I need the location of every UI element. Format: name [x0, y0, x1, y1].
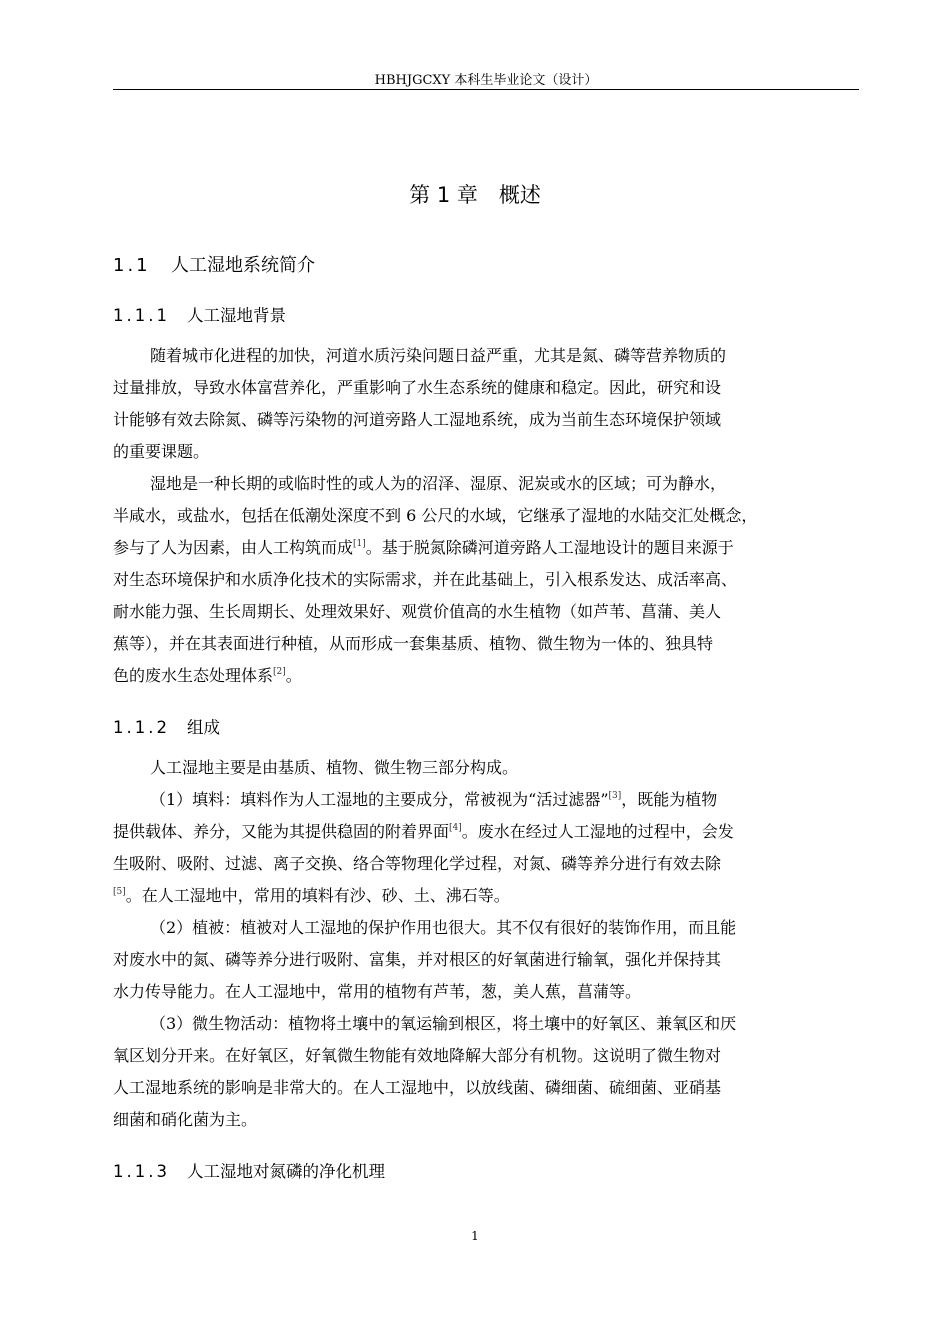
section-heading-1-1 — [113, 253, 315, 279]
paragraph-composition — [113, 752, 859, 784]
paragraph-wetland-definition — [113, 468, 859, 692]
text-line: 对废水中的氮、磷等养分进行吸附、富集，并对根区的好氧菌进行输氧，强化并保持其 — [113, 950, 722, 969]
section-number: 1.1 — [113, 255, 151, 276]
subsection-heading-1-1-1 — [113, 304, 286, 328]
subsection-title: 人工湿地背景 — [187, 306, 286, 325]
subsection-number: 1.1.3 — [113, 1162, 170, 1181]
text-line: 的重要课题。 — [113, 442, 210, 461]
text-line: 随着城市化进程的加快，河道水质污染问题日益严重，尤其是氮、磷等营养物质的 — [150, 346, 727, 365]
subsection-heading-1-1-2 — [113, 716, 220, 740]
text-span: 。在人工湿地中，常用的填料有沙、砂、土、沸石等。 — [125, 886, 510, 905]
text-span: 参与了人为因素，由人工构筑而成 — [113, 538, 354, 557]
text-line — [113, 660, 859, 692]
text-span: ，既能为植物 — [621, 790, 718, 809]
text-line: 半咸水，或盐水，包括在低潮处深度不到 6 公尺的水域，它继承了湿地的水陆交汇处概念， — [113, 506, 758, 525]
text-line: 耐水能力强、生长周期长、处理效果好、观赏价值高的水生植物（如芦苇、菖蒲、美人 — [113, 602, 722, 621]
paragraph-microorganisms — [113, 1008, 859, 1136]
paragraph-substrate — [113, 784, 859, 912]
text-span: 。废水在经过人工湿地的过程中，会发 — [461, 822, 734, 841]
paragraph-background — [113, 340, 859, 468]
text-span: 色的废水生态处理体系 — [113, 666, 274, 685]
subsection-number: 1.1.2 — [113, 718, 170, 737]
text-line: 人工湿地主要是由基质、植物、微生物三部分构成。 — [150, 758, 519, 777]
citation-ref-1: [1] — [353, 539, 366, 549]
text-line: 蕉等），并在其表面进行种植，从而形成一套集基质、植物、微生物为一体的、独具特 — [113, 634, 714, 653]
text-line: 氧区划分开来。在好氧区，好氧微生物能有效地降解大部分有机物。这说明了微生物对 — [113, 1046, 722, 1065]
text-span: 提供载体、养分，又能为其提供稳固的附着界面 — [113, 822, 450, 841]
subsection-title: 组成 — [187, 718, 220, 737]
page-number: 1 — [471, 1229, 479, 1243]
subsection-title: 人工湿地对氮磷的净化机理 — [187, 1162, 385, 1181]
section-title: 人工湿地系统简介 — [171, 255, 315, 276]
chapter-title: 第 1 章 概述 — [409, 183, 541, 207]
text-line: （2）植被：植被对人工湿地的保护作用也很大。其不仅有很好的装饰作用，而且能 — [150, 918, 737, 937]
text-line: 对生态环境保护和水质净化技术的实际需求，并在此基础上，引入根系发达、成活率高、 — [113, 570, 738, 589]
text-line: 过量排放，导致水体富营养化，严重影响了水生态系统的健康和稳定。因此，研究和设 — [113, 378, 722, 397]
text-line: 水力传导能力。在人工湿地中，常用的植物有芦苇，葱，美人蕉，菖蒲等。 — [113, 982, 642, 1001]
paragraph-vegetation — [113, 912, 859, 1008]
text-line: 人工湿地系统的影响是非常大的。在人工湿地中，以放线菌、磷细菌、硫细菌、亚硝基 — [113, 1078, 722, 1097]
citation-ref-2: [2] — [273, 667, 286, 677]
citation-ref-3: [3] — [608, 791, 622, 801]
text-line — [113, 816, 859, 848]
header-rule — [113, 89, 859, 90]
text-line — [113, 880, 859, 912]
citation-ref-4: [4] — [449, 823, 462, 833]
text-line — [113, 784, 859, 816]
text-span: 。 — [285, 666, 302, 685]
text-span: 。基于脱氮除磷河道旁路人工湿地设计的题目来源于 — [365, 538, 734, 557]
text-line — [113, 532, 859, 564]
text-line: 生吸附、吸附、过滤、离子交换、络合等物理化学过程，对氮、磷等养分进行有效去除 — [113, 854, 722, 873]
text-line: （3）微生物活动：植物将土壤中的氧运输到根区，将土壤中的好氧区、兼氧区和厌 — [150, 1014, 737, 1033]
running-header: HBHJGCXY 本科生毕业论文（设计） — [374, 73, 598, 88]
text-line: 计能够有效去除氮、磷等污染物的河道旁路人工湿地系统，成为当前生态环境保护领域 — [113, 410, 722, 429]
citation-ref-5: [5] — [113, 887, 126, 897]
text-line: 湿地是一种长期的或临时性的或人为的沼泽、湿原、泥炭或水的区域；可为静水， — [150, 474, 727, 493]
text-line: 细菌和硝化菌为主。 — [113, 1110, 258, 1129]
subsection-heading-1-1-3 — [113, 1160, 385, 1184]
text-span: （1）填料：填料作为人工湿地的主要成分，常被视为“活过滤器” — [150, 790, 609, 809]
subsection-number: 1.1.1 — [113, 306, 170, 325]
